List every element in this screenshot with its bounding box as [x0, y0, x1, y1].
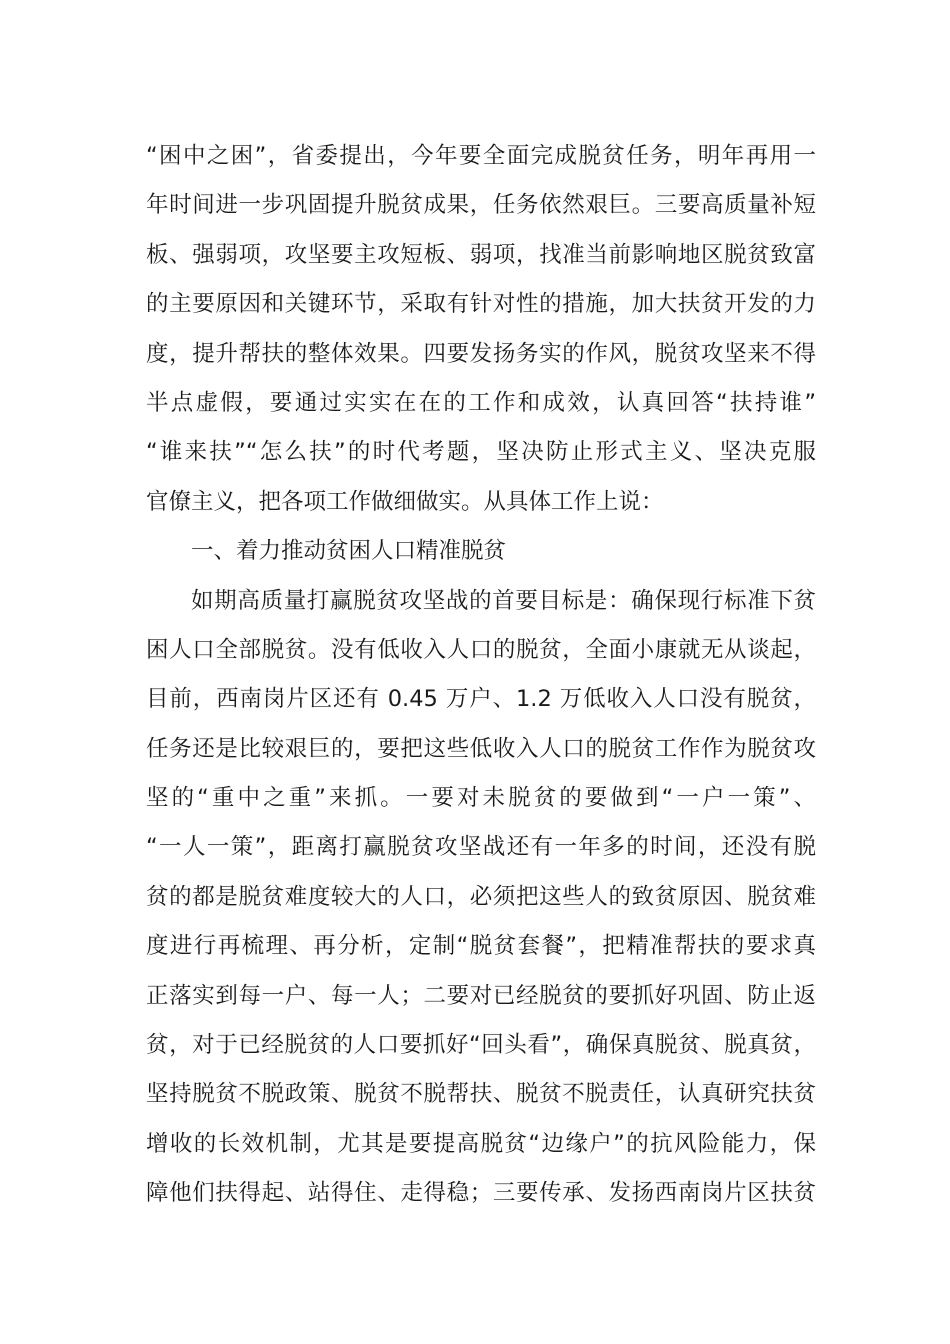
text-line: 坚持脱贫不脱政策、脱贫不脱帮扶、脱贫不脱责任，认真研究扶贫	[146, 1081, 816, 1108]
text-line: 半点虚假，要通过实实在在的工作和成效，认真回答“扶持谁”	[146, 389, 816, 416]
text-line: 障他们扶得起、站得住、走得稳；三要传承、发扬西南岗片区扶贫	[146, 1180, 816, 1207]
text-line: 困人口全部脱贫。没有低收入人口的脱贫，全面小康就无从谈起，	[146, 636, 816, 663]
text-line: 如期高质量打赢脱贫攻坚战的首要目标是：确保现行标准下贫	[191, 587, 816, 614]
text-line: 贫的都是脱贫难度较大的人口，必须把这些人的致贫原因、脱贫难	[146, 883, 816, 910]
text-line: 年时间进一步巩固提升脱贫成果，任务依然艰巨。三要高质量补短	[146, 192, 816, 219]
text-line: 度进行再梳理、再分析，定制“脱贫套餐”，把精准帮扶的要求真	[146, 933, 816, 960]
section-heading: 一、着力推动贫困人口精准脱贫	[191, 538, 507, 565]
text-line: 目前，西南岗片区还有 0.45 万户、1.2 万低收入人口没有脱贫，	[146, 686, 816, 713]
text-line: “谁来扶”“怎么扶”的时代考题，坚决防止形式主义、坚决克服	[146, 439, 816, 466]
text-line: 贫，对于已经脱贫的人口要抓好“回头看”，确保真脱贫、脱真贫，	[146, 1032, 816, 1059]
text-line: 官僚主义，把各项工作做细做实。从具体工作上说：	[146, 488, 664, 515]
text-line: “困中之困”，省委提出，今年要全面完成脱贫任务，明年再用一	[146, 143, 816, 169]
text-line: 坚的“重中之重”来抓。一要对未脱贫的要做到“一户一策”、	[146, 785, 816, 812]
text-line: 增收的长效机制，尤其是要提高脱贫“边缘户”的抗风险能力，保	[146, 1130, 816, 1157]
body-text	[146, 132, 816, 1219]
text-line: 正落实到每一户、每一人；二要对已经脱贫的要抓好巩固、防止返	[146, 982, 816, 1009]
text-line: 的主要原因和关键环节，采取有针对性的措施，加大扶贫开发的力	[146, 291, 816, 318]
text-line: 任务还是比较艰巨的，要把这些低收入人口的脱贫工作作为脱贫攻	[146, 735, 816, 762]
text-line: 度，提升帮扶的整体效果。四要发扬务实的作风，脱贫攻坚来不得	[146, 340, 816, 367]
text-line: “一人一策”，距离打赢脱贫攻坚战还有一年多的时间，还没有脱	[146, 834, 816, 861]
text-line: 板、强弱项，攻坚要主攻短板、弱项，找准当前影响地区脱贫致富	[146, 241, 816, 268]
